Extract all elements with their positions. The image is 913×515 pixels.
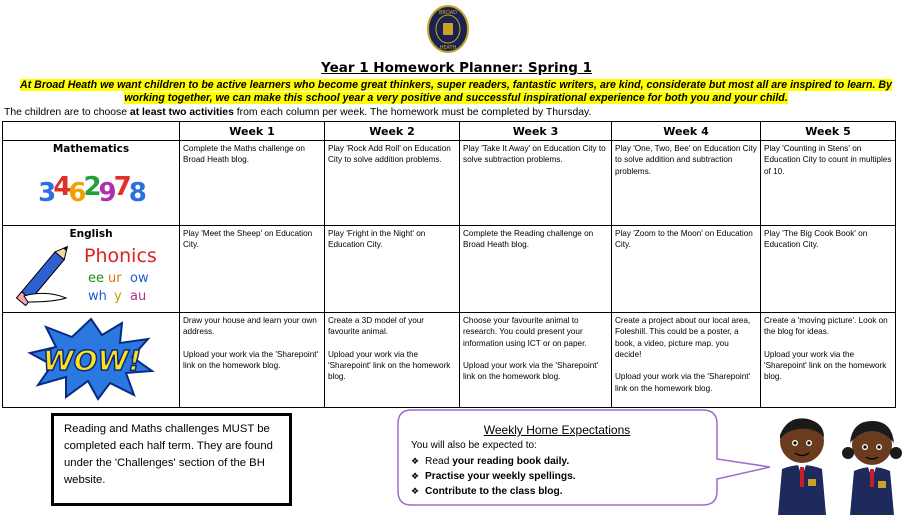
activity-cell: Play 'Meet the Sheep' on Education City. [180, 226, 325, 313]
homework-planner-table [2, 121, 896, 408]
table-row-creative [3, 312, 896, 407]
numbers-digit: 4 [53, 172, 69, 203]
intro-highlight-text: At Broad Heath we want children to be active learners who become great thinkers, super readers, fantastic writers, are kind, considerate but most all are inspired to learn. By working together, we can make this school year a very positive and successful inspirational experience for both you and your child. [20, 79, 892, 104]
phonics-sound: ee [88, 271, 104, 287]
phonics-sound: wh [88, 289, 107, 305]
intro-statement [14, 79, 898, 105]
girl-figure-icon [842, 421, 902, 515]
expectations-title: Weekly Home Expectations [483, 423, 631, 437]
numbers-digit: 6 [68, 178, 84, 209]
activity-text: Create a 3D model of your favourite animal. [328, 315, 425, 337]
diamond-bullet-icon: ❖ [411, 486, 420, 496]
logo-top-text: BROAD [438, 10, 458, 16]
activity-cell: Play 'One, Two, Bee' on Education City to solve addition and subtraction problems. [612, 141, 761, 226]
school-crest-logo [426, 4, 470, 54]
logo-bottom-text: HEATH [439, 45, 457, 51]
expectations-subtitle: You will also be expected to: [411, 440, 537, 451]
subject-cell-mathematics [3, 141, 180, 226]
list-item [411, 469, 576, 484]
boy-figure-icon [778, 418, 826, 515]
instructions-bold: at least two activities [129, 107, 234, 118]
activity-text: Create a 'moving picture'. Look on the blog for ideas. [764, 315, 888, 337]
instructions [4, 107, 591, 118]
activity-cell: Play 'Take It Away' on Education City to solve subtraction problems. [460, 141, 612, 226]
item-prefix: Read [425, 456, 453, 467]
subject-cell-english [3, 226, 180, 313]
week-header: Week 4 [612, 122, 761, 141]
activity-text: Create a project about our local area, Foleshill. This could be a poster, a book, a video, picture map. you decide! [615, 315, 751, 360]
phonics-pencil-clipart [6, 240, 176, 306]
activity-cell: Play 'Rock Add Roll' on Education City to solve addition problems. [325, 141, 460, 226]
numbers-digit: 9 [98, 178, 114, 209]
school-children-clipart [768, 413, 913, 515]
list-item [411, 484, 576, 499]
subject-label: Mathematics [52, 143, 130, 155]
weekly-expectations-bubble [397, 409, 720, 506]
phonics-sound: y [114, 289, 122, 305]
activity-cell: Complete the Maths challenge on Broad Heath blog. [180, 141, 325, 226]
subject-label: English [69, 228, 113, 240]
phonics-sound: au [130, 289, 147, 305]
phonics-word: Phonics [84, 245, 157, 268]
instructions-after: from each column per week. The homework must be completed by Thursday. [233, 107, 592, 118]
table-header-row [3, 122, 896, 141]
week-header: Week 3 [460, 122, 612, 141]
numbers-clipart [31, 155, 151, 213]
item-bold: Contribute to the class blog. [425, 486, 563, 497]
table-row-mathematics [3, 141, 896, 226]
list-item [411, 454, 576, 469]
wow-text: WOW! [42, 343, 142, 377]
activity-cell [460, 312, 612, 407]
activity-cell [180, 312, 325, 407]
subject-cell-creative [3, 312, 180, 407]
item-bold: Practise your weekly spellings. [425, 471, 576, 482]
numbers-digit: 3 [38, 178, 54, 209]
instructions-before: The children are to choose [4, 107, 130, 118]
item-bold: your reading book daily. [452, 456, 570, 467]
activity-cell: Play 'Zoom to the Moon' on Education City. [612, 226, 761, 313]
activity-cell: Play 'Fright in the Night' on Education City. [325, 226, 460, 313]
numbers-digit: 2 [83, 172, 99, 203]
activity-cell: Play 'The Big Cook Book' on Education City. [761, 226, 896, 313]
week-header: Week 1 [180, 122, 325, 141]
activity-cell [761, 312, 896, 407]
upload-text: Upload your work via the 'Sharepoint' link on the homework blog. [463, 361, 599, 382]
upload-text: Upload your work via the 'Sharepoint' link on the homework blog. [764, 349, 887, 382]
activity-text: Draw your house and learn your own address. [183, 315, 317, 337]
table-row-english [3, 226, 896, 313]
activity-text: Choose your favourite animal to research. You could present your information using ICT or on paper. [463, 315, 587, 348]
upload-text: Upload your work via the 'Sharepoint' link on the homework blog. [183, 349, 319, 371]
numbers-digit: 7 [113, 172, 129, 203]
activity-cell: Play 'Counting in Stens' on Education City to count in multiples of 10. [761, 141, 896, 226]
page-title: Year 1 Homework Planner: Spring 1 [321, 60, 592, 76]
activity-cell: Complete the Reading challenge on Broad Heath blog. [460, 226, 612, 313]
activity-cell [325, 312, 460, 407]
subject-header-cell [3, 122, 180, 141]
expectations-list [411, 454, 576, 499]
week-header: Week 2 [325, 122, 460, 141]
wow-burst-clipart [26, 315, 156, 401]
phonics-sound: ur [108, 271, 122, 287]
diamond-bullet-icon: ❖ [411, 471, 420, 481]
upload-text: Upload your work via the 'Sharepoint' link on the homework blog. [615, 372, 751, 393]
week-header: Week 5 [761, 122, 896, 141]
phonics-sound: ow [130, 271, 149, 287]
challenges-reminder-box: Reading and Maths challenges MUST be completed each half term. They are found under the 'Challenges' section of the BH website. [51, 413, 292, 506]
numbers-digit: 8 [128, 178, 144, 209]
diamond-bullet-icon: ❖ [411, 456, 420, 466]
upload-text: Upload your work via the 'Sharepoint' link on the homework blog. [328, 349, 451, 382]
activity-cell [612, 312, 761, 407]
numbers-clipart-text [38, 172, 146, 208]
